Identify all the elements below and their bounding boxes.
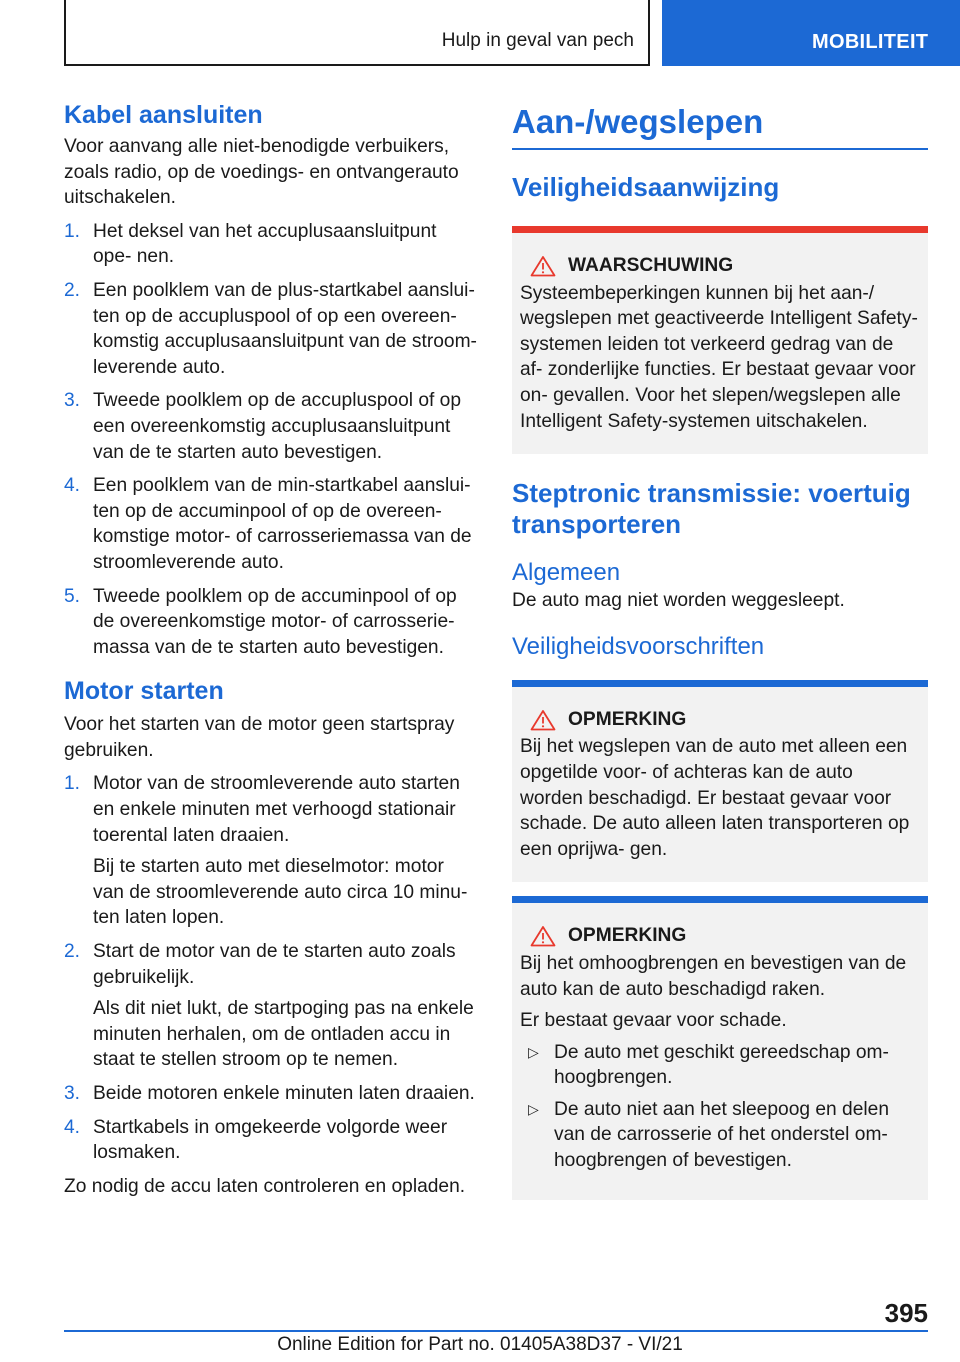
list-item (64, 584, 480, 661)
note-label: OPMERKING (568, 925, 687, 947)
paragraph-motor-outro: Zo nodig de accu laten controleren en opladen. (64, 1175, 466, 1197)
note-label: OPMERKING (568, 708, 687, 730)
warning-box-title (520, 253, 920, 279)
step-number: 3. (64, 390, 81, 412)
note-box-title (520, 923, 920, 949)
subsection-heading-rules: Veiligheidsvoorschriften (512, 632, 765, 660)
step-text: Beide motoren enkele minuten laten draaien. (93, 1083, 475, 1104)
note-text: Bij het wegslepen van de auto met alleen een opgetilde voor- of achteras kan de auto worden beschadigd. Er bestaat gevaar voor schade. De auto alleen laten transporteren op een oprijwa- gen. (520, 736, 910, 860)
list-item (520, 1097, 920, 1174)
warning-label: WAARSCHUWING (568, 255, 734, 276)
list-item (64, 219, 480, 270)
footer-edition: Online Edition for Part no. 01405A38D37 - VI/21 (277, 1334, 683, 1355)
step-subtext: Bij te starten auto met dieselmotor: motor van de stroomleverende auto circa 10 minu- ten laten lopen. (93, 856, 468, 929)
step-text: Het deksel van het accuplusaansluitpunt ope- nen. (93, 220, 437, 268)
step-list-motor (64, 771, 480, 1165)
paragraph-kabel-intro: Voor aanvang alle niet-benodigde verbuikers, zoals radio, op de voedings- en ontvangerauto uitschakelen. (64, 136, 459, 209)
triangle-bullet-icon: ▷ (528, 1100, 539, 1117)
list-item (64, 278, 480, 380)
bullet-text: De auto niet aan het sleepoog en delen van de carrosserie of het onderstel om- hoogbrengen of bevestigen. (554, 1098, 889, 1172)
step-text: Start de motor van de te starten auto zoals gebruikelijk. (93, 941, 456, 988)
right-column (512, 100, 928, 1200)
subsection-heading-general: Algemeen (512, 559, 621, 587)
step-number: 1. (64, 773, 81, 795)
header-section-title: Hulp in geval van pech (441, 30, 634, 51)
list-item (64, 939, 480, 1073)
step-text: Tweede poolklem op de accupluspool of op een overeenkomstig accuplusaansluitpunt van de te starten auto bevestigen. (93, 390, 462, 463)
step-number: 5. (64, 585, 81, 607)
bullet-text: De auto met geschikt gereedschap om- hoogbrengen. (554, 1041, 889, 1089)
list-item (520, 1040, 920, 1091)
warning-box (512, 226, 928, 454)
footer-divider (64, 1330, 928, 1332)
note-box-title (520, 707, 920, 733)
step-list-kabel (64, 219, 480, 661)
paragraph-motor-intro: Voor het starten van de motor geen startspray gebruiken. (64, 714, 455, 761)
step-number: 1. (64, 220, 81, 242)
note-box (512, 896, 928, 1199)
step-number: 3. (64, 1083, 81, 1104)
triangle-bullet-icon: ▷ (528, 1043, 539, 1060)
step-text: Startkabels in omgekeerde volgorde weer losmaken. (93, 1116, 448, 1164)
warning-triangle-icon (530, 709, 556, 731)
section-heading-motor: Motor starten (64, 677, 224, 706)
paragraph-general: De auto mag niet worden weggesleept. (512, 590, 845, 612)
list-item (64, 388, 480, 465)
note-text: Bij het omhoogbrengen en bevestigen van de auto kan de auto beschadigd raken. (520, 952, 907, 1000)
step-number: 2. (64, 279, 81, 301)
step-text: Motor van de stroomleverende auto starten en enkele minuten met verhoogd stationair toerental laten draaien. (93, 773, 460, 846)
bullet-list (520, 1040, 920, 1174)
section-heading-kabel: Kabel aansluiten (64, 101, 263, 129)
header-section-tab (64, 0, 650, 66)
list-item (64, 771, 480, 931)
section-heading-safety: Veiligheidsaanwijzing (512, 172, 780, 202)
warning-triangle-icon (530, 255, 556, 277)
warning-triangle-icon (530, 925, 556, 947)
list-item (64, 1115, 480, 1166)
step-text: Een poolklem van de plus-startkabel aanslui- ten op de accupluspool of op een overeen- komstig accuplusaansluitpunt van de stroom- leverende auto. (93, 279, 477, 378)
list-item (64, 473, 480, 575)
step-text: Een poolklem van de min-startkabel aanslui- ten op de accuminpool of op de overeen- komstige motor- of carrosseriemassa van de stroomleverende auto. (93, 475, 472, 573)
section-heading-steptronic: Steptronic transmissie: voertuig transporteren (512, 478, 911, 540)
step-text: Tweede poolklem op de accuminpool of op de overeenkomstige motor- of carrosserie- massa van de te starten auto bevestigen. (93, 585, 457, 658)
note-text: Er bestaat gevaar voor schade. (520, 1010, 787, 1032)
step-number: 4. (64, 475, 81, 497)
header-chapter-title: MOBILITEIT (812, 31, 929, 53)
step-subtext: Als dit niet lukt, de startpoging pas na enkele minuten herhalen, om de ontladen accu in staat te stellen stroom op te nemen. (93, 998, 474, 1071)
list-item (64, 1081, 480, 1107)
header-chapter-tab (662, 0, 960, 66)
warning-text: Systeembeperkingen kunnen bij het aan-/ wegslepen met geactiveerde Intelligent Safety-systemen leiden tot verkeerd gedrag van de af- zonderlijke functies. Er bestaat gevaar voor on- gevallen. Voor het slepen/wegslepen alle Intelligent Safety-systemen uitschakelen. (520, 282, 918, 432)
left-column (64, 100, 480, 1199)
chapter-heading: Aan-/wegslepen (512, 100, 928, 150)
page-number: 395 (884, 1298, 928, 1328)
step-number: 4. (64, 1116, 81, 1138)
note-box (512, 680, 928, 883)
step-number: 2. (64, 941, 81, 963)
